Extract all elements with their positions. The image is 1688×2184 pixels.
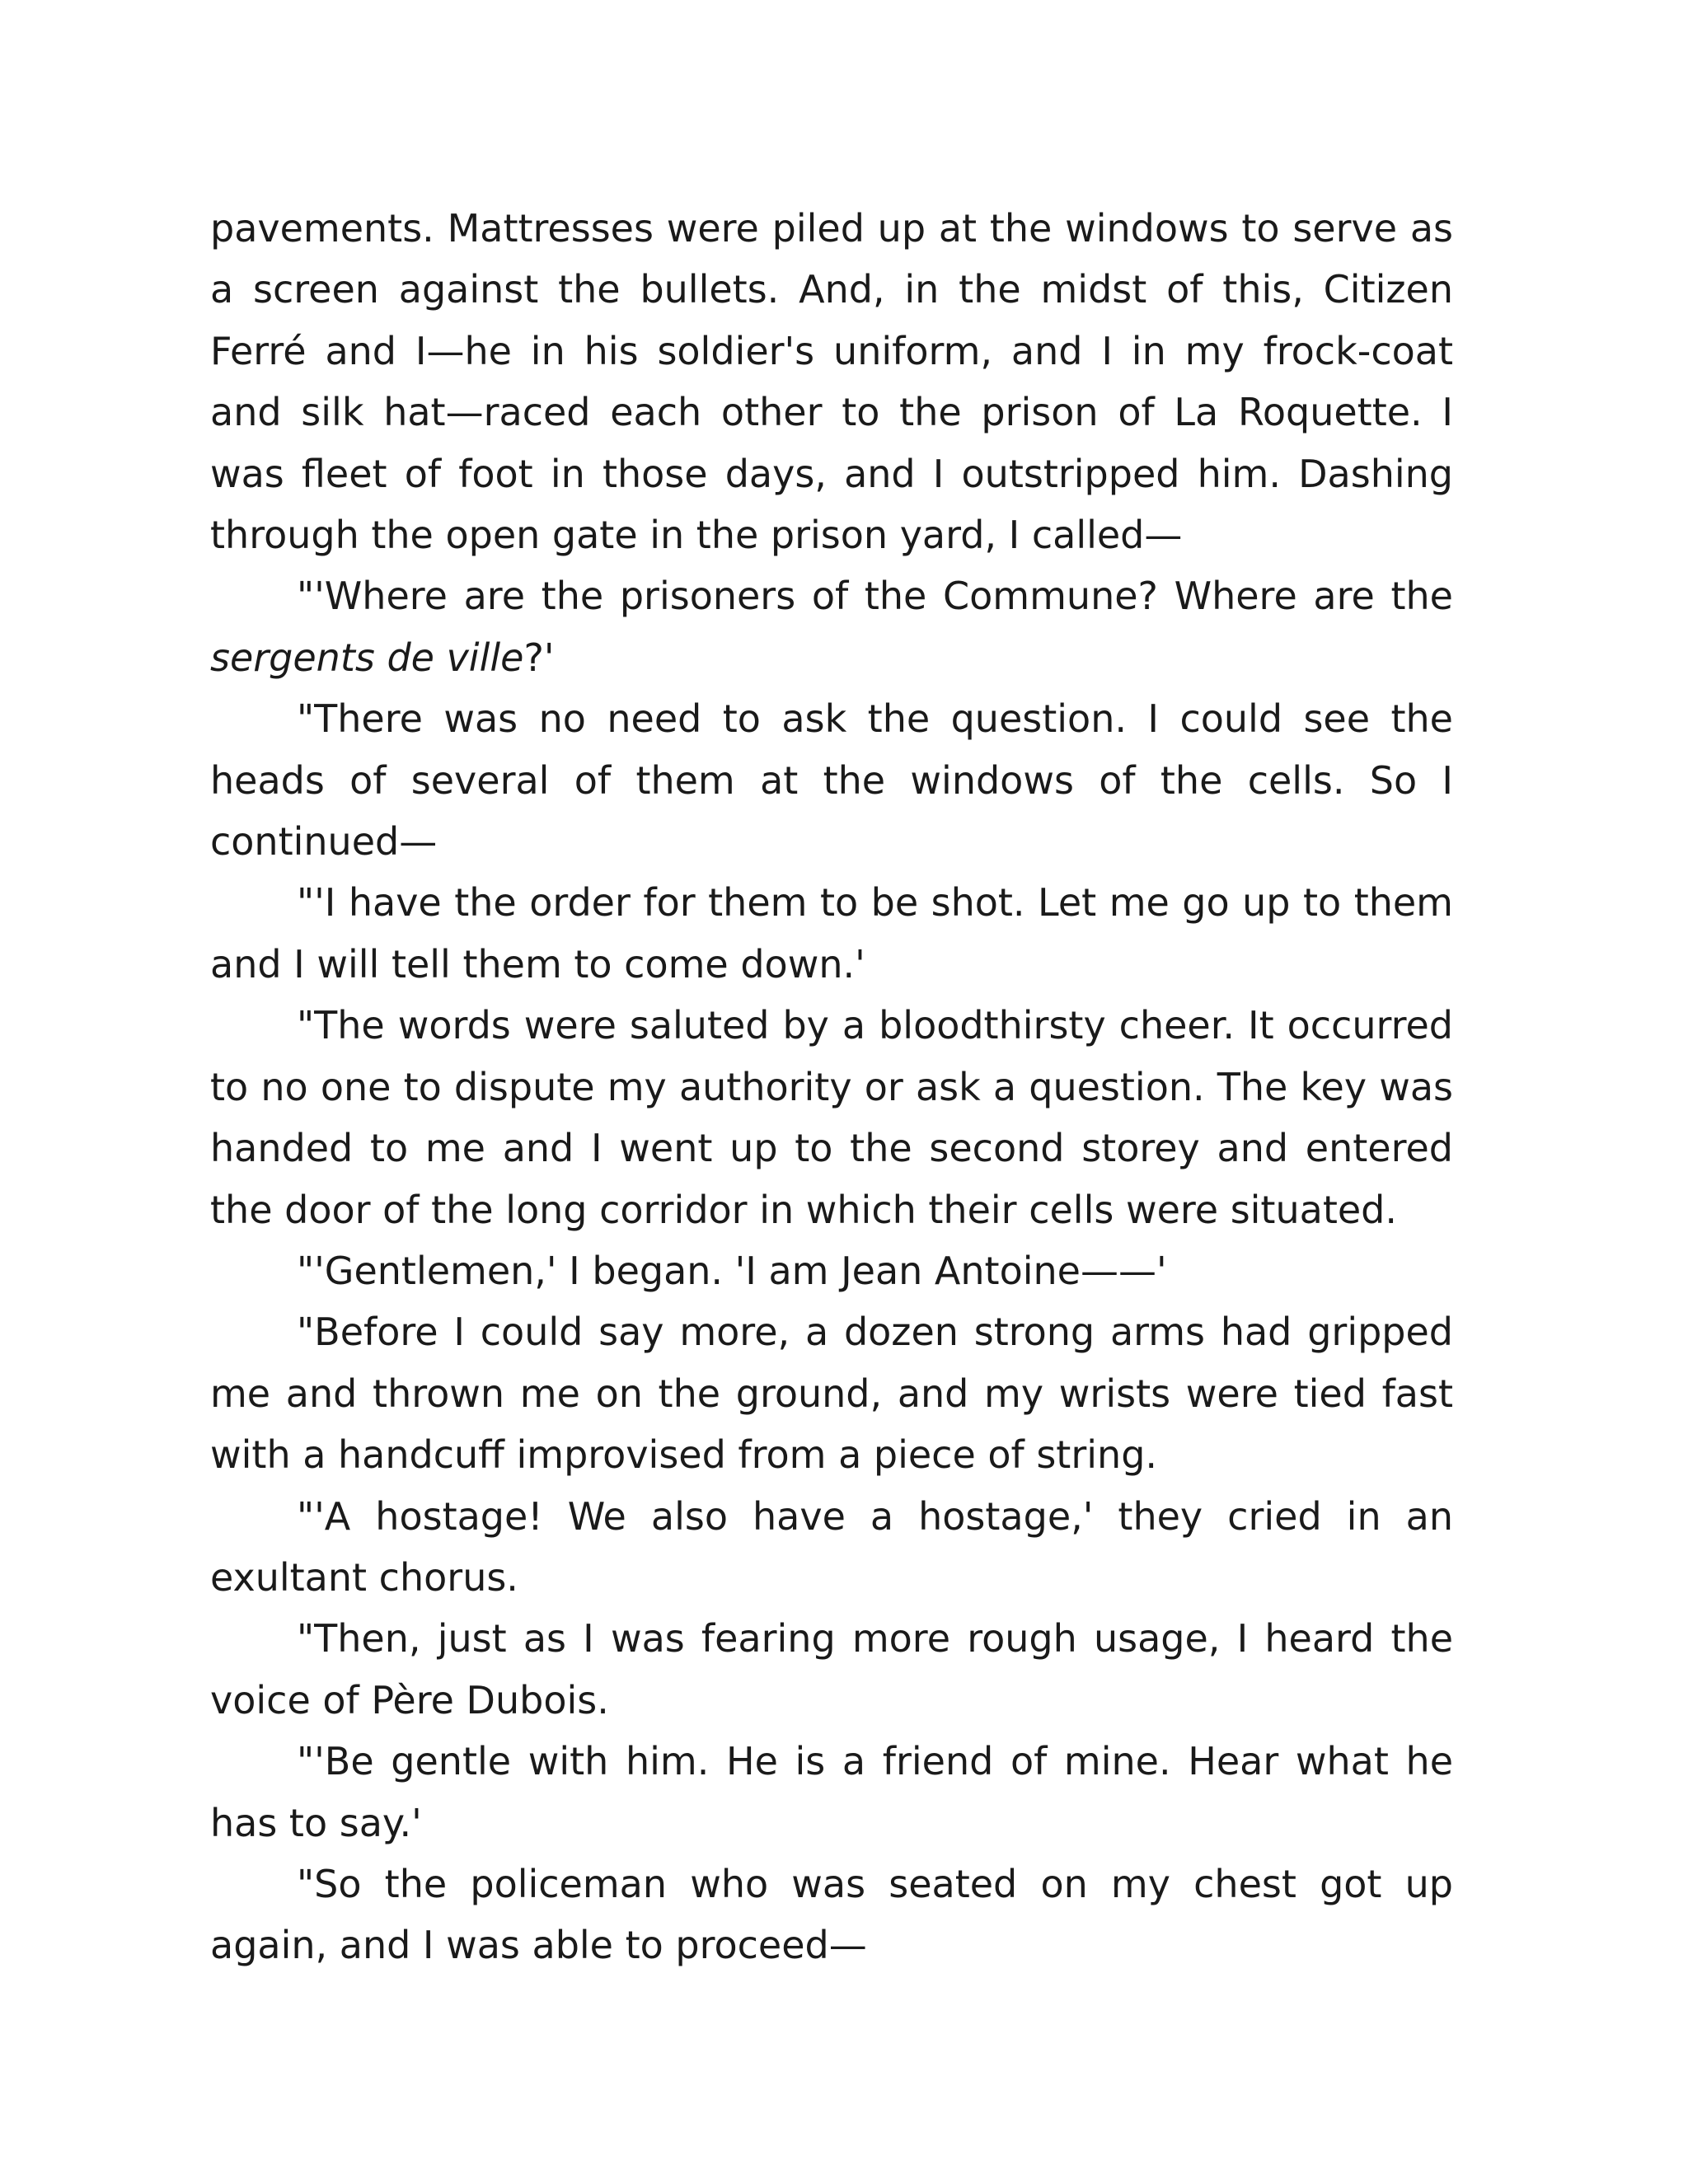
paragraph-text-segment: "'Where are the prisoners of the Commune? Where are the — [297, 574, 1453, 619]
paragraph-pere-dubois: "Then, just as I was fearing more rough usage, I heard the voice of Père Dubois. — [210, 1616, 1453, 1722]
paragraph-no-need-to-ask: "There was no need to ask the question. I could see the heads of several of them at the windows of the cells. So I continued— — [210, 696, 1453, 865]
paragraph-pavements: pavements. Mattresses were piled up at the windows to serve as a screen against the bullets. And, in the midst of this, Citizen Ferré and I—he in his soldier's uniform, and I in my frock-coat and silk hat—raced each other to the prison of La Roquette. I was fleet of foot in those days, and I outstripped him. Dashing through the open gate in the prison yard, I called— — [210, 206, 1453, 558]
paragraph-policeman: "So the policeman who was seated on my chest got up again, and I was able to proceed— — [210, 1861, 1453, 1968]
paragraph-text-segment: ?' — [523, 635, 555, 680]
paragraph-be-gentle: "'Be gentle with him. He is a friend of mine. Hear what he has to say.' — [210, 1739, 1453, 1845]
paragraph-where-are-prisoners — [210, 565, 1453, 688]
paragraph-gentlemen: "'Gentlemen,' I began. 'I am Jean Antoine——' — [297, 1248, 1167, 1293]
paragraph-bloodthirsty-cheer: "The words were saluted by a bloodthirsty cheer. It occurred to no one to dispute my authority or ask a question. The key was handed to me and I went up to the second storey and entered the door of the long corridor in which their cells were situated. — [210, 1003, 1453, 1232]
page-text-body — [210, 198, 1453, 1976]
paragraph-hostage: "'A hostage! We also have a hostage,' they cried in an exultant chorus. — [210, 1493, 1453, 1600]
paragraph-gripped: "Before I could say more, a dozen strong arms had gripped me and thrown me on the ground, and my wrists were tied fast with a handcuff improvised from a piece of string. — [210, 1310, 1453, 1478]
italic-phrase: sergents de ville — [210, 635, 524, 680]
paragraph-order-to-shoot: "'I have the order for them to be shot. Let me go up to them and I will tell them to come down.' — [210, 880, 1453, 987]
